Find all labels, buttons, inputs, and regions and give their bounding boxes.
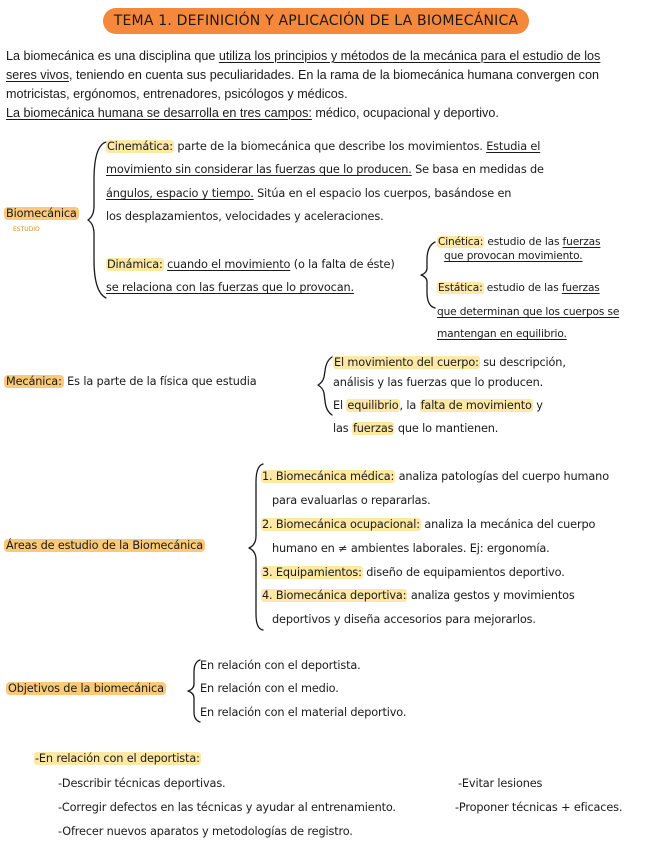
mecanica-branch-1b: análisis y las fuerzas que lo producen. bbox=[333, 376, 544, 389]
area-item-4 bbox=[261, 589, 575, 602]
estatica-underlined: fuerzas bbox=[561, 282, 600, 294]
mecanica-b2-text: y bbox=[532, 399, 543, 412]
cinetica-term: Cinética: bbox=[438, 236, 484, 248]
estatica-text: estudio de las bbox=[483, 282, 562, 294]
mecanica-b3-text: que lo mantienen. bbox=[394, 422, 499, 435]
biomecanica-term: Biomecánica bbox=[6, 207, 77, 220]
dinamica-brace bbox=[419, 240, 437, 310]
mecanica-b2-text: , la bbox=[399, 399, 420, 412]
mecanica-b2-highlight: falta de movimiento bbox=[420, 399, 532, 412]
cinematica-text: Sitúa en el espacio los cuerpos, basándose en bbox=[253, 187, 512, 200]
biomecanica-label bbox=[4, 207, 79, 220]
estatica-underlined: mantengan en equilibrio. bbox=[437, 328, 567, 340]
mecanica-brace bbox=[316, 355, 334, 417]
estatica-line-2 bbox=[437, 306, 619, 318]
deportista-heading bbox=[34, 752, 201, 765]
cinetica-text: estudio de las bbox=[484, 236, 563, 248]
cinetica-underlined: fuerzas bbox=[562, 236, 601, 248]
area-1-term: 1. Biomecánica médica: bbox=[262, 470, 395, 483]
areas-brace bbox=[247, 462, 265, 632]
cinematica-text: parte de la biomecánica que describe los movimientos. bbox=[173, 140, 487, 153]
areas-label bbox=[4, 539, 205, 552]
deportista-item-left-2: -Corregir defectos en las técnicas y ayudar al entrenamiento. bbox=[58, 801, 396, 814]
intro-text: , teniendo en cuenta sus peculiaridades. En la rama de la biomecánica humana convergen con bbox=[69, 68, 599, 82]
mecanica-b3-highlight: fuerzas bbox=[352, 422, 394, 435]
mecanica-b1-text: su descripción, bbox=[479, 356, 566, 369]
deportista-item-left-3: -Ofrecer nuevos aparatos y metodologías de registro. bbox=[58, 825, 353, 838]
cinetica-line-2 bbox=[444, 250, 583, 262]
intro-underlined: La biomecánica humana se desarrolla en tres campos: bbox=[6, 106, 312, 120]
objetivo-2: En relación con el medio. bbox=[200, 682, 339, 695]
cinematica-line-3 bbox=[106, 187, 511, 200]
area-item-2 bbox=[261, 518, 595, 531]
dinamica-line-1 bbox=[106, 258, 395, 271]
intro-text: La biomecánica es una disciplina que bbox=[6, 49, 219, 63]
mecanica-text: Es la parte de la física que estudia bbox=[63, 375, 257, 388]
cinematica-line-1 bbox=[106, 140, 540, 153]
cinematica-line-2 bbox=[106, 163, 544, 176]
intro-underlined: utiliza los principios y métodos de la mecánica para el estudio de los bbox=[218, 49, 601, 63]
estatica-term: Estática: bbox=[438, 282, 483, 294]
area-3-text: diseño de equipamientos deportivo. bbox=[362, 566, 565, 579]
area-item-1 bbox=[261, 470, 609, 483]
cinematica-underlined: Estudia el bbox=[486, 140, 541, 153]
areas-term: Áreas de estudio de la Biomecánica bbox=[6, 539, 204, 552]
cinematica-underlined: ángulos, espacio y tiempo. bbox=[106, 187, 254, 200]
biomecanica-tag: ESTUDIO bbox=[13, 226, 40, 233]
area-1-text: analiza patologías del cuerpo humano bbox=[395, 470, 609, 483]
cinematica-underlined: movimiento sin considerar las fuerzas que lo producen. bbox=[106, 163, 412, 176]
dinamica-line-2 bbox=[106, 281, 354, 294]
deportista-item-right-1: -Evitar lesiones bbox=[458, 777, 543, 790]
area-2-term: 2. Biomecánica ocupacional: bbox=[262, 518, 420, 531]
area-4-text: analiza gestos y movimientos bbox=[407, 589, 575, 602]
area-item-1b: para evaluarlas o repararlas. bbox=[272, 494, 431, 507]
mecanica-term: Mecánica: bbox=[6, 375, 62, 388]
dinamica-underlined: cuando el movimiento bbox=[167, 258, 291, 271]
intro-line-2 bbox=[6, 68, 599, 82]
area-3-term: 3. Equipamientos: bbox=[262, 566, 362, 579]
area-item-2b: humano en ≠ ambientes laborales. Ej: ergonomía. bbox=[272, 542, 550, 555]
area-2-text: analiza la mecánica del cuerpo bbox=[420, 518, 596, 531]
objetivo-3: En relación con el material deportivo. bbox=[200, 706, 407, 719]
mecanica-b2-text: El bbox=[333, 399, 347, 412]
biomecanica-brace bbox=[86, 140, 108, 300]
deportista-heading-text: -En relación con el deportista: bbox=[35, 752, 200, 765]
objetivo-1: En relación con el deportista. bbox=[200, 659, 361, 672]
cinetica-line-1 bbox=[437, 236, 600, 248]
objetivos-label bbox=[6, 682, 166, 695]
deportista-item-right-2: -Proponer técnicas + eficaces. bbox=[455, 801, 623, 814]
intro-text: médico, ocupacional y deportivo. bbox=[311, 106, 499, 120]
page-title: TEMA 1. DEFINICIÓN Y APLICACIÓN DE LA BIOMECÁNICA bbox=[103, 8, 529, 34]
intro-line-1 bbox=[6, 49, 600, 63]
intro-underlined: seres vivos bbox=[6, 68, 69, 82]
area-item-4b: deportivos y diseña accesorios para mejorarlos. bbox=[272, 613, 536, 626]
mecanica-b2-highlight: equilibrio bbox=[347, 399, 399, 412]
mecanica-branch-3 bbox=[333, 422, 498, 435]
cinematica-term: Cinemática: bbox=[107, 140, 173, 153]
estatica-line-3 bbox=[437, 328, 567, 340]
intro-line-3: motricistas, ergónomos, entrenadores, psicólogos y médicos. bbox=[6, 87, 348, 101]
cinematica-line-4: los desplazamientos, velocidades y aceleraciones. bbox=[106, 210, 384, 223]
mecanica-branch-1 bbox=[333, 356, 566, 369]
area-4-term: 4. Biomecánica deportiva: bbox=[262, 589, 407, 602]
cinetica-underlined: que provocan movimiento. bbox=[444, 250, 583, 262]
cinematica-text: Se basa en medidas de bbox=[411, 163, 544, 176]
estatica-line-1 bbox=[437, 282, 600, 294]
deportista-item-left-1: -Describir técnicas deportivas. bbox=[58, 777, 226, 790]
objetivos-term: Objetivos de la biomecánica bbox=[8, 682, 164, 695]
dinamica-term: Dinámica: bbox=[107, 258, 163, 271]
mecanica-b3-text: las bbox=[333, 422, 352, 435]
mecanica-branch-2 bbox=[333, 399, 543, 412]
intro-line-4 bbox=[6, 106, 499, 120]
dinamica-underlined: se relaciona con las fuerzas que lo provocan. bbox=[106, 281, 354, 294]
mecanica-line bbox=[4, 375, 257, 388]
mecanica-b1-term: El movimiento del cuerpo: bbox=[334, 356, 479, 369]
estatica-underlined: que determinan que los cuerpos se bbox=[437, 306, 620, 318]
dinamica-text: (o la falta de éste) bbox=[290, 258, 395, 271]
area-item-3 bbox=[261, 566, 565, 579]
